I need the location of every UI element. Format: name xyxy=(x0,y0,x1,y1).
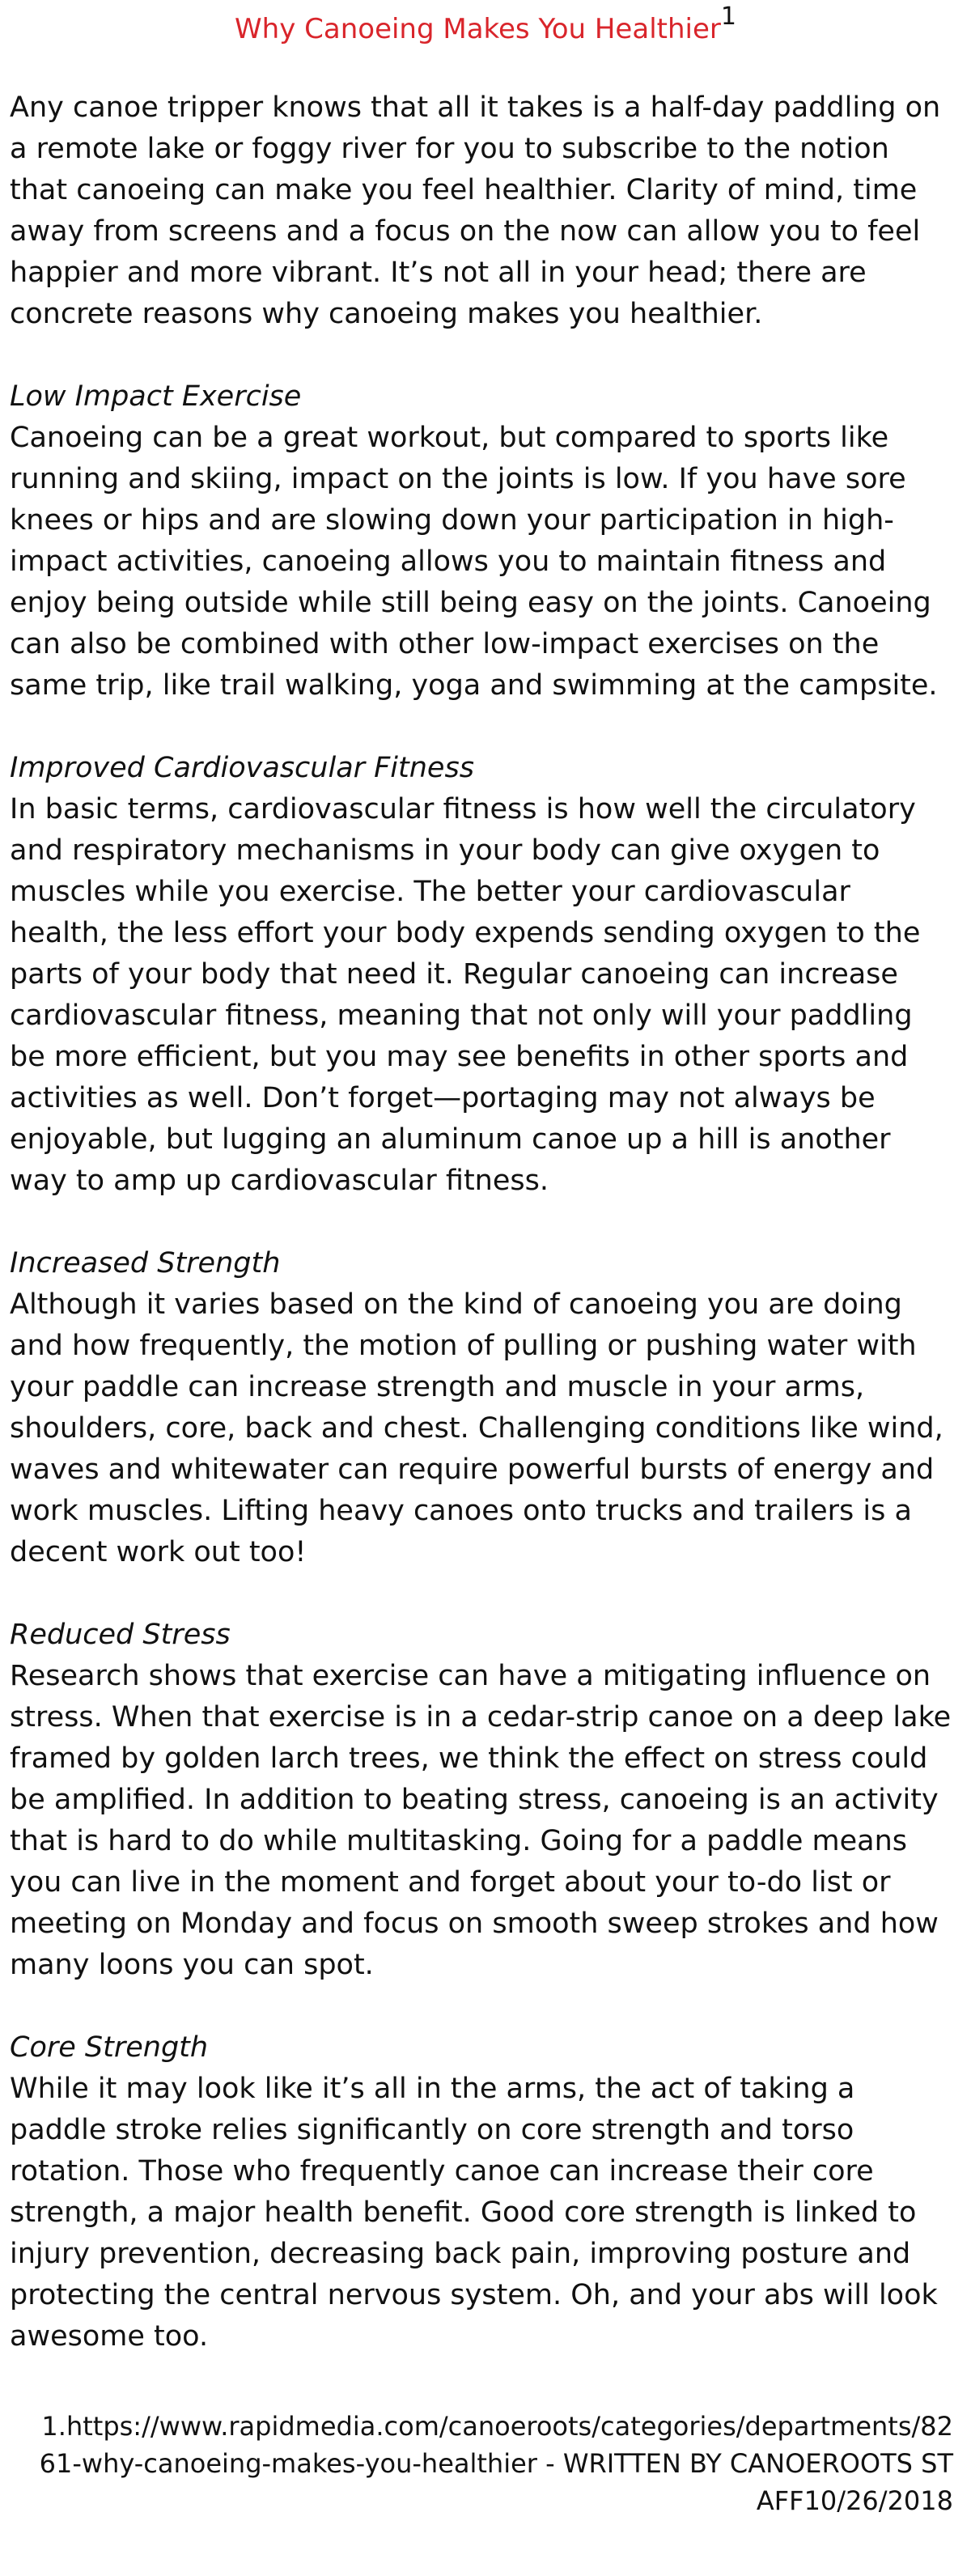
article-body xyxy=(10,87,952,2399)
intro-paragraph: Any canoe tripper knows that all it takes is a half-day paddling on a remote lake or foggy river for you to subscribe to the notion that canoeing can make you feel healthier. Clarity of mind, time away from screens and a focus on the now can allow you to feel happier and more vibrant. It’s not all in your head; there are concrete reasons why canoeing makes you healthier. xyxy=(10,91,941,330)
section-low-impact xyxy=(10,376,952,707)
section-heading: Increased Strength xyxy=(10,1247,281,1280)
section-strength xyxy=(10,1243,952,1573)
section-paragraph: Canoeing can be a great workout, but compared to sports like running and skiing, impact on the joints is low. If you have sore knees or hips and are slowing down your participation in high-impact activities, canoeing allows you to maintain fitness and enjoy being outside while still being easy on the joints. Canoeing can also be combined with other low-impact exercises on the same trip, like trail walking, yoga and swimming at the campsite. xyxy=(10,422,938,702)
page-title xyxy=(0,2,971,50)
footnote-marker: 1 xyxy=(720,2,736,31)
section-heading: Low Impact Exercise xyxy=(10,380,302,413)
section-paragraph: In basic terms, cardiovascular fitness is how well the circulatory and respiratory mechanisms in your body can give oxygen to muscles while you exercise. The better your cardiovascular health, the less effort your body expends sending oxygen to the parts of your body that need it. Regular canoeing can increase cardiovascular fitness, meaning that not only will your paddling be more efficient, but you may see benefits in other sports and activities as well. Don’t forget—portaging may not always be enjoyable, but lugging an aluminum canoe up a hill is another way to amp up cardiovascular fitness. xyxy=(10,793,921,1197)
footnote-citation: 1.https://www.rapidmedia.com/canoeroots/categories/departments/8261-why-canoeing-makes-you-healthier - WRITTEN BY CANOEROOTS STAFF10/26/2018 xyxy=(39,2411,953,2516)
section-cardiovascular xyxy=(10,748,952,1202)
title-text: Why Canoeing Makes You Healthier xyxy=(235,13,721,45)
section-paragraph: Research shows that exercise can have a mitigating influence on stress. When that exercise is in a cedar-strip canoe on a deep lake framed by golden larch trees, we think the effect on stress could be amplified. In addition to beating stress, canoeing is an activity that is hard to do while multitasking. Going for a paddle means you can live in the moment and forget about your to-do list or meeting on Monday and focus on smooth sweep strokes and how many loons you can spot. xyxy=(10,1660,952,1981)
section-heading: Improved Cardiovascular Fitness xyxy=(10,752,474,784)
section-heading: Reduced Stress xyxy=(10,1619,231,1651)
section-core xyxy=(10,2027,952,2357)
section-paragraph: While it may look like it’s all in the arms, the act of taking a paddle stroke relies significantly on core strength and torso rotation. Those who frequently canoe can increase their core strength, a major health benefit. Good core strength is linked to injury prevention, decreasing back pain, improving posture and protecting the central nervous system. Oh, and your abs will look awesome too. xyxy=(10,2073,938,2353)
section-heading: Core Strength xyxy=(10,2031,209,2064)
section-paragraph: Although it varies based on the kind of canoeing you are doing and how frequently, the motion of pulling or pushing water with your paddle can increase strength and muscle in your arms, shoulders, core, back and chest. Challenging conditions like wind, waves and whitewater can require powerful bursts of energy and work muscles. Lifting heavy canoes onto trucks and trailers is a decent work out too! xyxy=(10,1288,943,1568)
section-stress xyxy=(10,1615,952,1986)
